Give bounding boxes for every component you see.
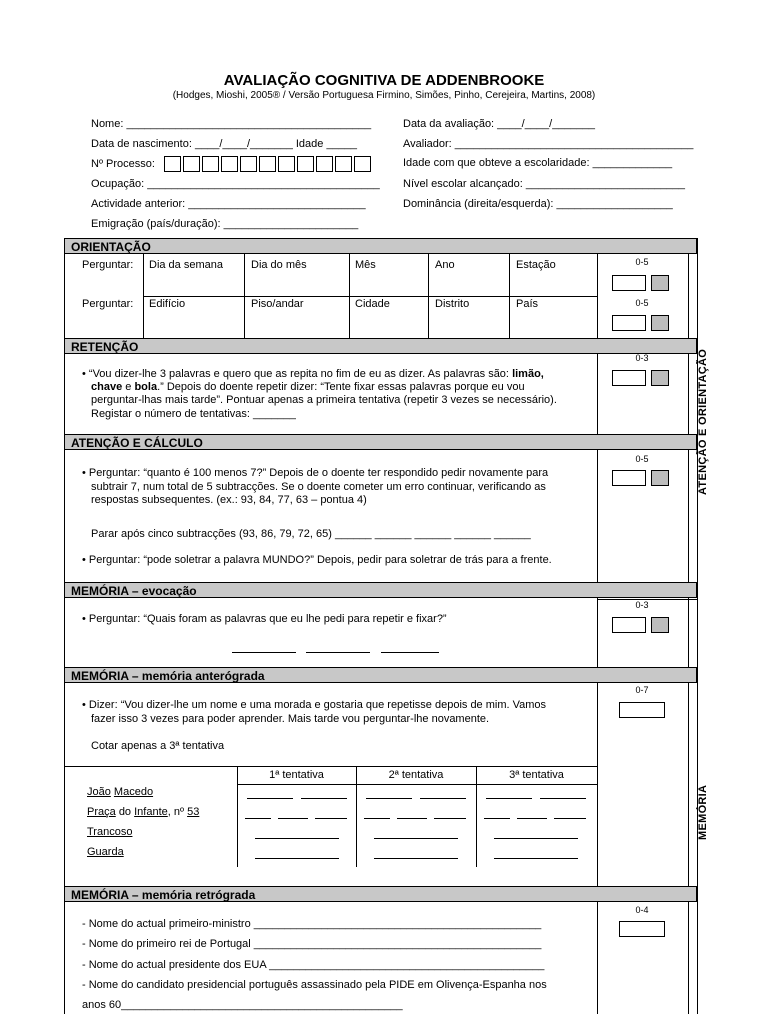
schooling-age-field[interactable]: Idade com que obteve a escolaridade: _____________ bbox=[403, 157, 673, 169]
retention-line-2: chave e bola.” Depois do doente repetir dizer: “Tente fixar essas palavras porque eu vou bbox=[91, 381, 525, 393]
section-header-retention: RETENÇÃO bbox=[64, 338, 697, 354]
recall-blank-2[interactable] bbox=[306, 652, 370, 653]
anterograde-line-2: fazer isso 3 vezes para poder aprender. Mais tarde vou perguntar-lhe novamente. bbox=[91, 713, 490, 725]
attempt-blank[interactable] bbox=[364, 818, 390, 819]
attempt-blank[interactable] bbox=[315, 818, 347, 819]
attention-score-range: 0-5 bbox=[635, 454, 649, 464]
attempt-blank[interactable] bbox=[245, 818, 271, 819]
emigration-field[interactable]: Emigração (país/duração): ______________________ bbox=[91, 218, 359, 230]
section-header-orientation: ORIENTAÇÃO bbox=[64, 238, 697, 254]
attempt-blank[interactable] bbox=[517, 818, 547, 819]
anterograde-line-1: • Dizer: “Vou dizer-lhe um nome e uma morada e gostaria que repetisse depois de mim. Vamos bbox=[82, 699, 547, 711]
address-district: Guarda bbox=[87, 846, 124, 858]
orient-score-box-1[interactable] bbox=[612, 275, 646, 291]
attention-line-3: respostas subsequentes. (ex.: 93, 84, 77, 63 – pontua 4) bbox=[91, 494, 367, 506]
orient-city: Cidade bbox=[355, 298, 390, 310]
orient-score-box-2[interactable] bbox=[612, 315, 646, 331]
orient-grid-line bbox=[143, 296, 597, 297]
previous-activity-field[interactable]: Actividade anterior: _____________________________ bbox=[91, 198, 366, 210]
name-field[interactable]: Nome: ________________________________________ bbox=[91, 118, 372, 130]
birth-date-field[interactable]: Data de nascimento: ____/____/_______ Idade _____ bbox=[91, 138, 358, 150]
retrograde-q1[interactable]: - Nome do actual primeiro-ministro _______________________________________________ bbox=[82, 918, 542, 930]
section-header-retrograde: MEMÓRIA – memória retrógrada bbox=[64, 886, 697, 902]
retrograde-q2[interactable]: - Nome do primeiro rei de Portugal _______________________________________________ bbox=[82, 938, 542, 950]
recall-score-grey bbox=[651, 617, 669, 633]
orient-score-grey-1 bbox=[651, 275, 669, 291]
address-town: Trancoso bbox=[87, 826, 133, 838]
retrograde-q5[interactable]: anos 60______________________________________________ bbox=[82, 999, 403, 1011]
attempt-blank[interactable] bbox=[540, 798, 586, 799]
ask-label-1: Perguntar: bbox=[82, 259, 134, 271]
occupation-field[interactable]: Ocupação: ______________________________________ bbox=[91, 178, 380, 190]
recall-blank-3[interactable] bbox=[381, 652, 439, 653]
section-header-anterograde: MEMÓRIA – memória anterógrada bbox=[64, 667, 697, 683]
attempt-header-2: 2ª tentativa bbox=[388, 769, 444, 781]
attention-score-box[interactable] bbox=[612, 470, 646, 486]
orient-building: Edifício bbox=[149, 298, 186, 310]
dominance-field[interactable]: Dominância (direita/esquerda): ___________________ bbox=[403, 198, 673, 210]
process-number-label: Nº Processo: bbox=[91, 157, 155, 170]
attempt-table-header-line bbox=[237, 784, 597, 785]
section-header-attention: ATENÇÃO E CÁLCULO bbox=[64, 434, 697, 450]
section-header-recall: MEMÓRIA – evocação bbox=[64, 582, 697, 598]
retrograde-q3[interactable]: - Nome do actual presidente dos EUA _____________________________________________ bbox=[82, 959, 545, 971]
retention-score-grey bbox=[651, 370, 669, 386]
retention-line-4[interactable]: Registar o número de tentativas: _______ bbox=[91, 408, 296, 420]
form-subtitle: (Hodges, Mioshi, 2005® / Versão Portuguesa Firmino, Simões, Pinho, Cerejeira, Martins, 2008) bbox=[172, 90, 596, 101]
ask-label-2: Perguntar: bbox=[82, 298, 134, 310]
recall-blank-1[interactable] bbox=[232, 652, 296, 653]
attempt-blank[interactable] bbox=[301, 798, 347, 799]
attempt-blank[interactable] bbox=[255, 858, 339, 859]
orient-monthday: Dia do mês bbox=[251, 259, 307, 271]
side-label-memory: MEMÓRIA bbox=[697, 784, 709, 840]
orient-score-range-1: 0-5 bbox=[635, 257, 649, 267]
attempt-blank[interactable] bbox=[397, 818, 427, 819]
retrograde-score-box[interactable] bbox=[619, 921, 665, 937]
attention-line-1: • Perguntar: “quanto é 100 menos 7?” Depois de o doente ter respondido pedir novamente para bbox=[82, 467, 549, 479]
orient-year: Ano bbox=[435, 259, 455, 271]
anterograde-line-3: Cotar apenas a 3ª tentativa bbox=[91, 740, 225, 752]
evaluator-field[interactable]: Avaliador: _______________________________________ bbox=[403, 138, 694, 150]
attempt-blank[interactable] bbox=[484, 818, 510, 819]
recall-question: • Perguntar: “Quais foram as palavras que eu lhe pedi para repetir e fixar?” bbox=[82, 613, 447, 625]
recall-score-range: 0-3 bbox=[635, 600, 649, 610]
orient-weekday: Dia da semana bbox=[149, 259, 223, 271]
anterograde-score-range: 0-7 bbox=[635, 685, 649, 695]
attention-score-grey bbox=[651, 470, 669, 486]
recall-score-box[interactable] bbox=[612, 617, 646, 633]
attempt-blank[interactable] bbox=[434, 818, 466, 819]
attention-mundo: • Perguntar: “pode soletrar a palavra MUNDO?” Depois, pedir para soletrar de trás para a frente. bbox=[82, 554, 552, 566]
attempt-blank[interactable] bbox=[494, 838, 578, 839]
process-number-boxes[interactable] bbox=[164, 156, 373, 172]
address-name: João Macedo bbox=[87, 786, 154, 798]
orient-floor: Piso/andar bbox=[251, 298, 304, 310]
attempt-blank[interactable] bbox=[494, 858, 578, 859]
attention-subtractions[interactable]: Parar após cinco subtracções (93, 86, 79, 72, 65) ______ ______ ______ ______ ______ bbox=[91, 528, 531, 540]
evaluation-date-field[interactable]: Data da avaliação: ____/____/_______ bbox=[403, 118, 596, 130]
orient-score-range-2: 0-5 bbox=[635, 298, 649, 308]
attention-line-2: subtrair 7, num total de 5 subtracções. Se o doente cometer um erro continuar, verificando as bbox=[91, 481, 546, 493]
orient-season: Estação bbox=[516, 259, 556, 271]
retrograde-score-range: 0-4 bbox=[635, 905, 649, 915]
attempt-blank[interactable] bbox=[486, 798, 532, 799]
attempt-blank[interactable] bbox=[255, 838, 339, 839]
attempt-blank[interactable] bbox=[366, 798, 412, 799]
attempt-blank[interactable] bbox=[374, 838, 458, 839]
attempt-header-3: 3ª tentativa bbox=[509, 769, 564, 781]
form-title: AVALIAÇÃO COGNITIVA DE ADDENBROOKE bbox=[223, 72, 545, 89]
retention-line-1: • “Vou dizer-lhe 3 palavras e quero que as repita no fim de eu as dizer. As palavras são: limão, bbox=[82, 368, 544, 380]
attempt-blank[interactable] bbox=[420, 798, 466, 799]
orient-month: Mês bbox=[355, 259, 376, 271]
process-number-field[interactable] bbox=[91, 156, 373, 172]
attempt-blank[interactable] bbox=[247, 798, 293, 799]
retention-score-range: 0-3 bbox=[635, 353, 649, 363]
orient-score-grey-2 bbox=[651, 315, 669, 331]
retention-score-box[interactable] bbox=[612, 370, 646, 386]
orient-country: País bbox=[516, 298, 539, 310]
address-street: Praça do Infante, nº 53 bbox=[87, 806, 200, 818]
attempt-blank[interactable] bbox=[554, 818, 586, 819]
anterograde-score-box[interactable] bbox=[619, 702, 665, 718]
attempt-blank[interactable] bbox=[374, 858, 458, 859]
retrograde-q4: - Nome do candidato presidencial português assassinado pela PIDE em Olivença-Espanha nos bbox=[82, 979, 547, 991]
attempt-table-top bbox=[64, 766, 597, 767]
attempt-header-1: 1ª tentativa bbox=[269, 769, 324, 781]
side-label-attention-orientation: ATENÇÃO E ORIENTAÇÃO bbox=[697, 348, 709, 495]
orient-district: Distrito bbox=[435, 298, 470, 310]
attempt-blank[interactable] bbox=[278, 818, 308, 819]
schooling-level-field[interactable]: Nível escolar alcançado: __________________________ bbox=[403, 178, 685, 190]
retention-line-3: perguntar-lhas mais tarde”. Pontuar apenas a primeira tentativa (repetir 3 vezes se necessário). bbox=[91, 394, 557, 406]
